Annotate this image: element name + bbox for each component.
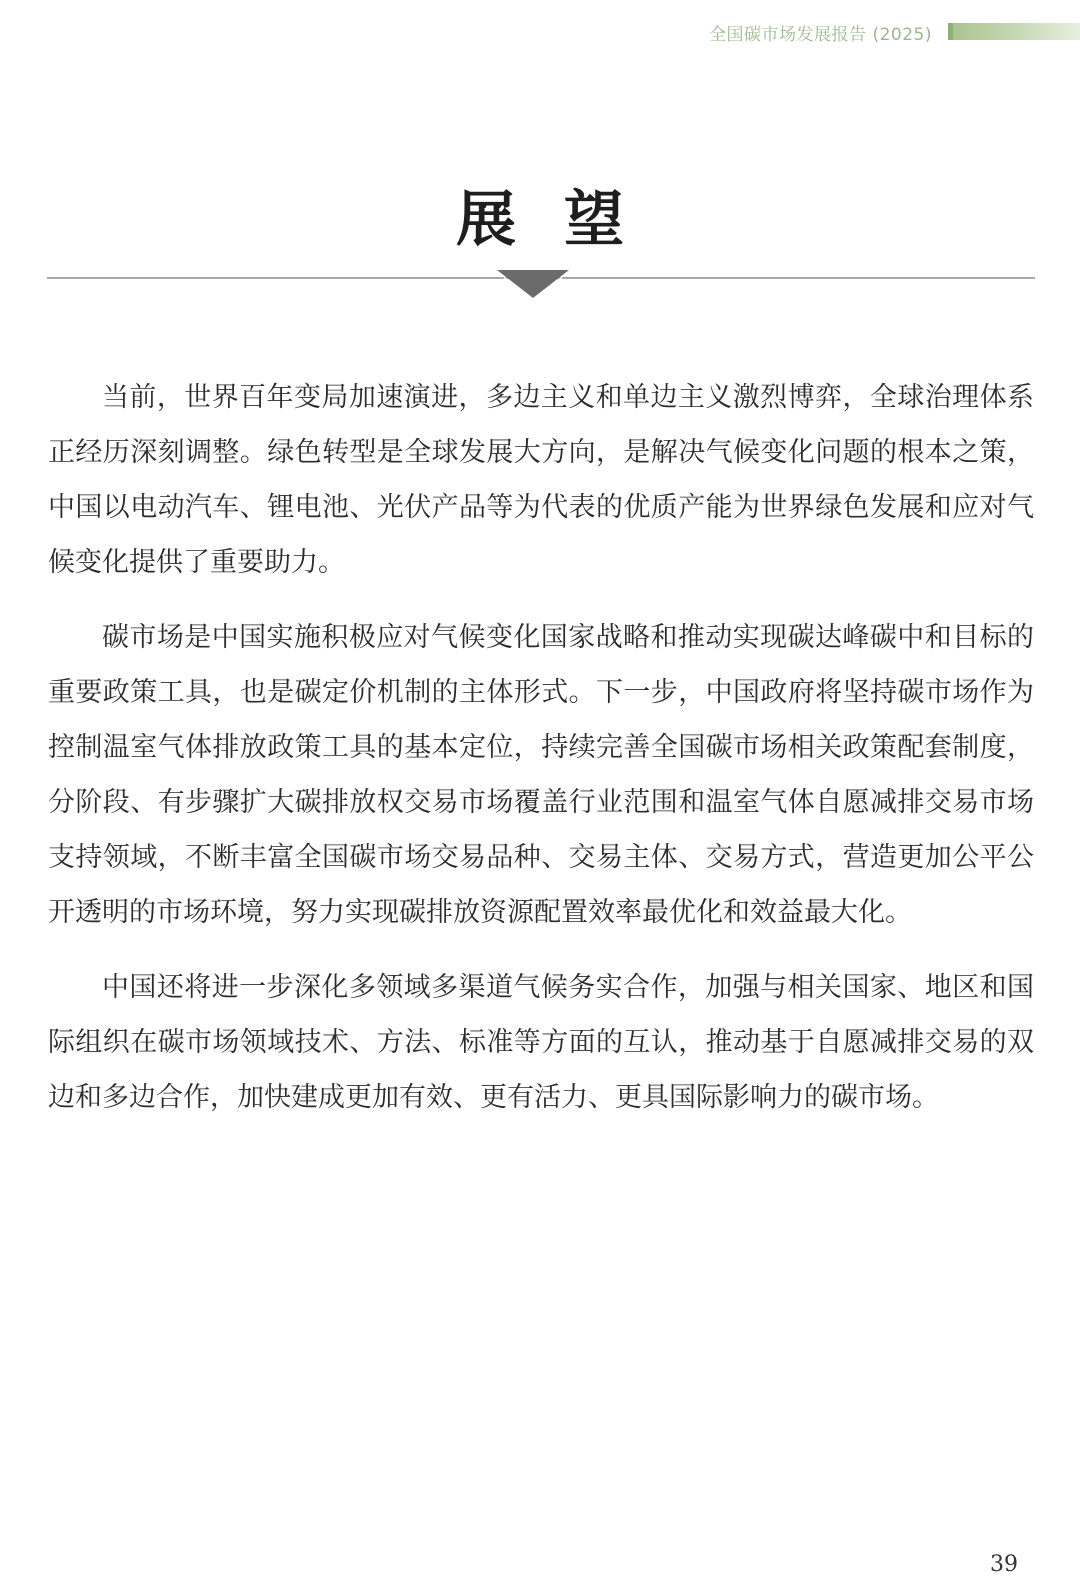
- paragraph-international-cooperation: 中国还将进一步深化多领域多渠道气候务实合作，加强与相关国家、地区和国际组织在碳市场领域技术、方法、标准等方面的互认，推动基于自愿减排交易的双边和多边合作，加快建成更加有效、更有活力、更具国际影响力的碳市场。: [48, 972, 1034, 1113]
- header-accent-bar: [948, 23, 1080, 40]
- running-header-title: 全国碳市场发展报告 (2025): [709, 25, 932, 45]
- title-divider: [47, 268, 1035, 308]
- divider-triangle-icon: [497, 270, 569, 298]
- chapter-title: 展望: [456, 185, 672, 256]
- page-number: 39: [990, 1552, 1018, 1577]
- body-text: [48, 370, 1034, 1145]
- paragraph-carbon-market-policy: 碳市场是中国实施积极应对气候变化国家战略和推动实现碳达峰碳中和目标的重要政策工具，也是碳定价机制的主体形式。下一步，中国政府将坚持碳市场作为控制温室气体排放政策工具的基本定位，持续完善全国碳市场相关政策配套制度，分阶段、有步骤扩大碳排放权交易市场覆盖行业范围和温室气体自愿减排交易市场支持领域，不断丰富全国碳市场交易品种、交易主体、交易方式，营造更加公平公开透明的市场环境，努力实现碳排放资源配置效率最优化和效益最大化。: [48, 622, 1034, 928]
- paragraph-outlook-context: 当前，世界百年变局加速演进，多边主义和单边主义激烈博弈，全球治理体系正经历深刻调整。绿色转型是全球发展大方向，是解决气候变化问题的根本之策，中国以电动汽车、锂电池、光伏产品等为代表的优质产能为世界绿色发展和应对气候变化提供了重要助力。: [48, 382, 1034, 578]
